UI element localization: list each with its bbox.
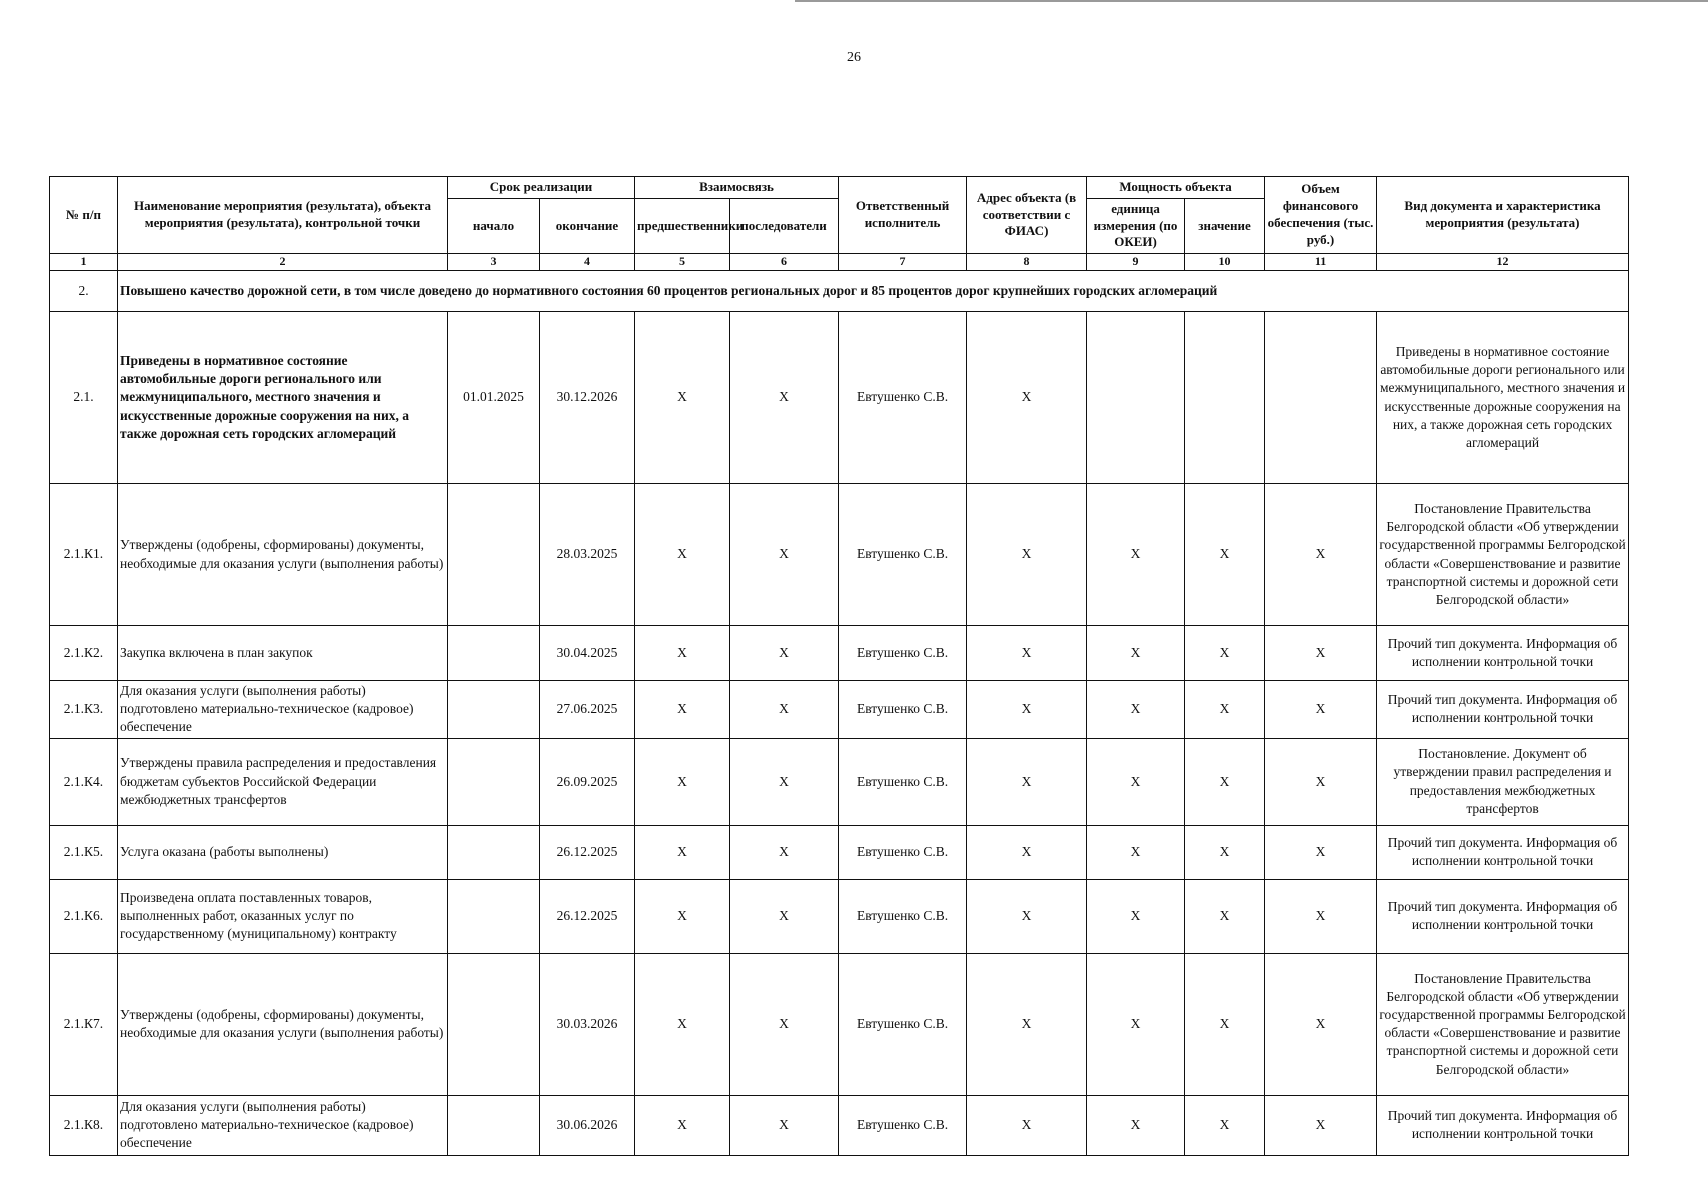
row-predecessors: X — [635, 312, 730, 484]
row-funding: X — [1265, 879, 1377, 953]
row-value: X — [1185, 879, 1265, 953]
row-start-date — [448, 484, 540, 626]
row-responsible: Евтушенко С.В. — [839, 312, 967, 484]
header-num: № п/п — [50, 177, 118, 254]
row-number: 2.1. — [50, 312, 118, 484]
header-start: начало — [448, 199, 540, 254]
table-row — [50, 626, 1629, 681]
column-number: 6 — [730, 254, 839, 271]
table-row — [50, 681, 1629, 739]
column-number: 5 — [635, 254, 730, 271]
row-name: Услуга оказана (работы выполнены) — [118, 825, 448, 879]
row-responsible: Евтушенко С.В. — [839, 825, 967, 879]
scan-edge-line — [795, 0, 1708, 2]
row-successors: X — [730, 738, 839, 825]
row-unit: X — [1087, 681, 1185, 739]
column-number: 12 — [1377, 254, 1629, 271]
row-number: 2.1.К3. — [50, 681, 118, 739]
table-row — [50, 879, 1629, 953]
row-value — [1185, 312, 1265, 484]
row-successors: X — [730, 484, 839, 626]
row-start-date — [448, 953, 540, 1095]
table-row — [50, 484, 1629, 626]
row-number: 2.1.К5. — [50, 825, 118, 879]
row-name: Приведены в нормативное состояние автомобильные дороги регионального или межмуниципального, местного значения и искусственные дорожные сооружения на них, а также дорожная сеть городских агломераций — [118, 312, 448, 484]
row-unit: X — [1087, 1095, 1185, 1155]
row-address: X — [967, 953, 1087, 1095]
row-name: Утверждены правила распределения и предоставления бюджетам субъектов Российской Федерации межбюджетных трансфертов — [118, 738, 448, 825]
row-value: X — [1185, 484, 1265, 626]
row-address: X — [967, 681, 1087, 739]
row-address: X — [967, 484, 1087, 626]
row-document: Постановление Правительства Белгородской области «Об утверждении государственной программы Белгородской области «Совершенствование и развитие транспортной системы и дорожной сети Белгородской области» — [1377, 953, 1629, 1095]
row-document: Прочий тип документа. Информация об исполнении контрольной точки — [1377, 879, 1629, 953]
column-number: 4 — [540, 254, 635, 271]
row-start-date — [448, 825, 540, 879]
row-predecessors: X — [635, 484, 730, 626]
row-value: X — [1185, 738, 1265, 825]
row-responsible: Евтушенко С.В. — [839, 879, 967, 953]
row-number: 2.1.К2. — [50, 626, 118, 681]
header-unit: единица измерения (по ОКЕИ) — [1087, 199, 1185, 254]
row-responsible: Евтушенко С.В. — [839, 953, 967, 1095]
row-unit: X — [1087, 626, 1185, 681]
row-responsible: Евтушенко С.В. — [839, 681, 967, 739]
row-successors: X — [730, 953, 839, 1095]
row-responsible: Евтушенко С.В. — [839, 484, 967, 626]
row-start-date — [448, 681, 540, 739]
row-predecessors: X — [635, 879, 730, 953]
header-predecessors: предшественники — [635, 199, 730, 254]
row-end-date: 27.06.2025 — [540, 681, 635, 739]
row-document: Прочий тип документа. Информация об исполнении контрольной точки — [1377, 825, 1629, 879]
column-number: 3 — [448, 254, 540, 271]
row-name: Для оказания услуги (выполнения работы) подготовлено материально-техническое (кадровое) обеспечение — [118, 1095, 448, 1155]
row-start-date — [448, 738, 540, 825]
row-predecessors: X — [635, 1095, 730, 1155]
row-document: Постановление Правительства Белгородской области «Об утверждении государственной программы Белгородской области «Совершенствование и развитие транспортной системы и дорожной сети Белгородской области» — [1377, 484, 1629, 626]
header-capacity: Мощность объекта — [1087, 177, 1265, 199]
row-end-date: 30.03.2026 — [540, 953, 635, 1095]
row-name: Закупка включена в план закупок — [118, 626, 448, 681]
row-end-date: 30.12.2026 — [540, 312, 635, 484]
row-value: X — [1185, 953, 1265, 1095]
row-value: X — [1185, 626, 1265, 681]
row-predecessors: X — [635, 738, 730, 825]
header-successors: последователи — [730, 199, 839, 254]
table-row — [50, 312, 1629, 484]
column-number: 10 — [1185, 254, 1265, 271]
row-address: X — [967, 825, 1087, 879]
column-number: 8 — [967, 254, 1087, 271]
row-predecessors: X — [635, 681, 730, 739]
row-address: X — [967, 738, 1087, 825]
section-row — [50, 271, 1629, 312]
header-name: Наименование мероприятия (результата), объекта мероприятия (результата), контрольной точки — [118, 177, 448, 254]
row-unit: X — [1087, 953, 1185, 1095]
row-predecessors: X — [635, 626, 730, 681]
row-name: Произведена оплата поставленных товаров, выполненных работ, оказанных услуг по государственному (муниципальному) контракту — [118, 879, 448, 953]
header-funding: Объем финансового обеспечения (тыс. руб.) — [1265, 177, 1377, 254]
row-address: X — [967, 879, 1087, 953]
row-unit: X — [1087, 879, 1185, 953]
table-row — [50, 825, 1629, 879]
row-responsible: Евтушенко С.В. — [839, 738, 967, 825]
row-unit: X — [1087, 738, 1185, 825]
row-funding: X — [1265, 738, 1377, 825]
row-successors: X — [730, 681, 839, 739]
row-value: X — [1185, 681, 1265, 739]
column-number: 2 — [118, 254, 448, 271]
column-number: 9 — [1087, 254, 1185, 271]
row-successors: X — [730, 879, 839, 953]
row-responsible: Евтушенко С.В. — [839, 626, 967, 681]
plan-table — [49, 176, 1629, 1156]
row-end-date: 26.12.2025 — [540, 879, 635, 953]
row-start-date — [448, 1095, 540, 1155]
row-document: Постановление. Документ об утверждении правил распределения и предоставления межбюджетных трансфертов — [1377, 738, 1629, 825]
row-funding: X — [1265, 626, 1377, 681]
row-start-date — [448, 879, 540, 953]
row-document: Прочий тип документа. Информация об исполнении контрольной точки — [1377, 681, 1629, 739]
row-successors: X — [730, 626, 839, 681]
row-funding: X — [1265, 484, 1377, 626]
header-end: окончание — [540, 199, 635, 254]
row-number: 2.1.К6. — [50, 879, 118, 953]
table-row — [50, 738, 1629, 825]
row-address: X — [967, 1095, 1087, 1155]
row-name: Для оказания услуги (выполнения работы) подготовлено материально-техническое (кадровое) обеспечение — [118, 681, 448, 739]
page-number: 26 — [847, 50, 861, 65]
row-name: Утверждены (одобрены, сформированы) документы, необходимые для оказания услуги (выполнения работы) — [118, 484, 448, 626]
table-row — [50, 953, 1629, 1095]
header-relation: Взаимосвязь — [635, 177, 839, 199]
section-number: 2. — [50, 271, 118, 312]
column-number: 11 — [1265, 254, 1377, 271]
row-end-date: 30.06.2026 — [540, 1095, 635, 1155]
header-responsible: Ответственный исполнитель — [839, 177, 967, 254]
row-document: Прочий тип документа. Информация об исполнении контрольной точки — [1377, 1095, 1629, 1155]
row-unit: X — [1087, 825, 1185, 879]
row-document: Прочий тип документа. Информация об исполнении контрольной точки — [1377, 626, 1629, 681]
row-funding: X — [1265, 825, 1377, 879]
row-number: 2.1.К4. — [50, 738, 118, 825]
row-funding: X — [1265, 681, 1377, 739]
row-address: X — [967, 312, 1087, 484]
row-funding: X — [1265, 953, 1377, 1095]
row-successors: X — [730, 825, 839, 879]
table-row — [50, 1095, 1629, 1155]
row-document: Приведены в нормативное состояние автомобильные дороги регионального или межмуниципального, местного значения и искусственные дорожные сооружения на них, а также дорожная сеть городских агломераций — [1377, 312, 1629, 484]
row-predecessors: X — [635, 825, 730, 879]
header-value: значение — [1185, 199, 1265, 254]
row-end-date: 28.03.2025 — [540, 484, 635, 626]
row-start-date — [448, 626, 540, 681]
row-number: 2.1.К1. — [50, 484, 118, 626]
row-successors: X — [730, 1095, 839, 1155]
row-successors: X — [730, 312, 839, 484]
header-address: Адрес объекта (в соответствии с ФИАС) — [967, 177, 1087, 254]
row-end-date: 26.09.2025 — [540, 738, 635, 825]
row-funding: X — [1265, 1095, 1377, 1155]
column-number: 7 — [839, 254, 967, 271]
column-number: 1 — [50, 254, 118, 271]
section-title: Повышено качество дорожной сети, в том числе доведено до нормативного состояния 60 процентов региональных дорог и 85 процентов дорог крупнейших городских агломераций — [118, 271, 1629, 312]
row-unit: X — [1087, 484, 1185, 626]
row-start-date: 01.01.2025 — [448, 312, 540, 484]
row-value: X — [1185, 825, 1265, 879]
row-number: 2.1.К8. — [50, 1095, 118, 1155]
row-funding — [1265, 312, 1377, 484]
row-number: 2.1.К7. — [50, 953, 118, 1095]
header-period: Срок реализации — [448, 177, 635, 199]
row-name: Утверждены (одобрены, сформированы) документы, необходимые для оказания услуги (выполнения работы) — [118, 953, 448, 1095]
row-address: X — [967, 626, 1087, 681]
header-doc: Вид документа и характеристика мероприятия (результата) — [1377, 177, 1629, 254]
row-end-date: 30.04.2025 — [540, 626, 635, 681]
row-end-date: 26.12.2025 — [540, 825, 635, 879]
row-predecessors: X — [635, 953, 730, 1095]
row-unit — [1087, 312, 1185, 484]
row-value: X — [1185, 1095, 1265, 1155]
row-responsible: Евтушенко С.В. — [839, 1095, 967, 1155]
column-number-row — [50, 254, 1629, 271]
